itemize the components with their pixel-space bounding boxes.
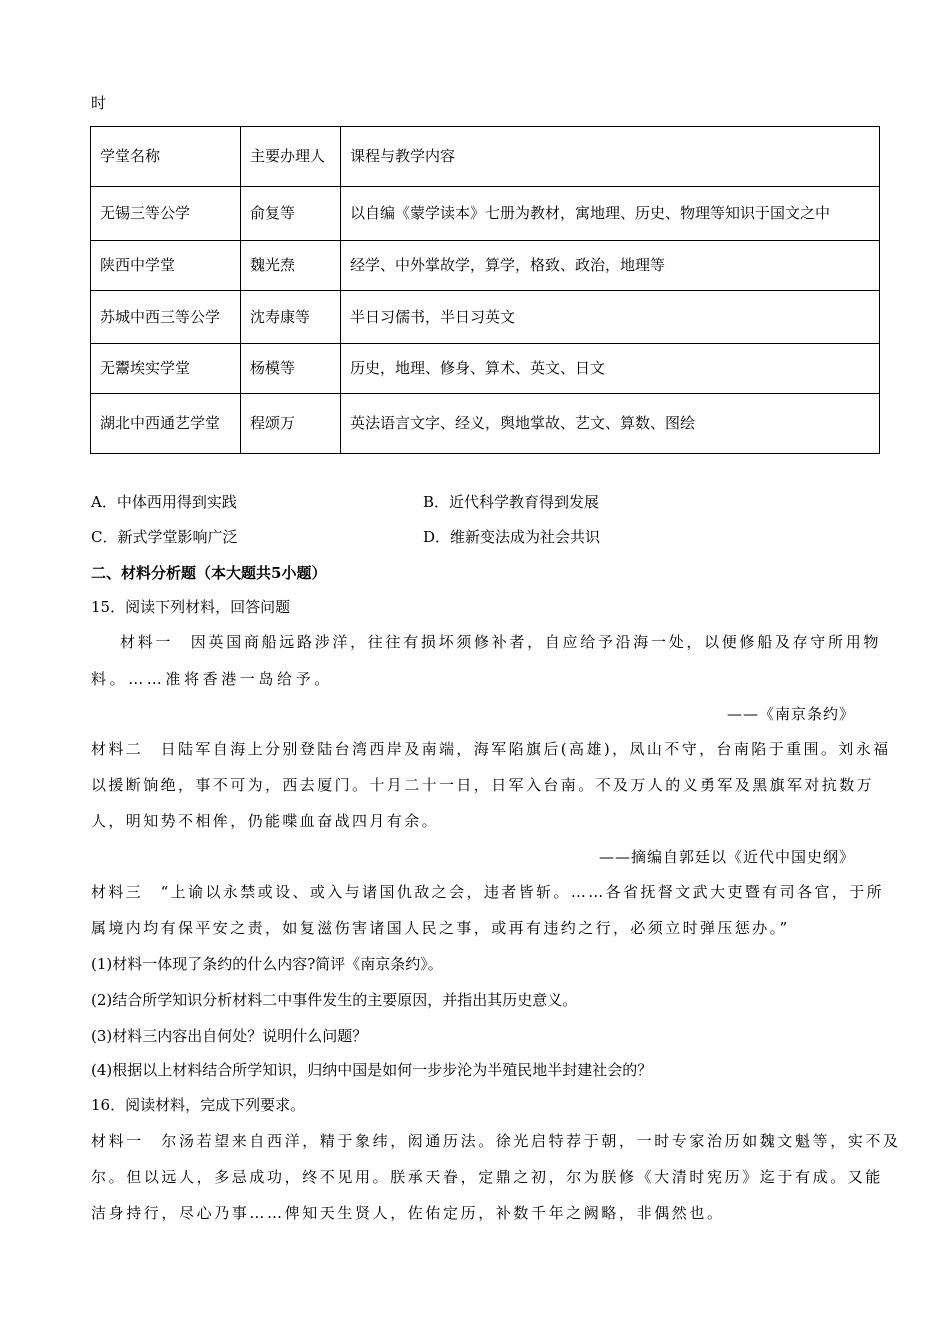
table-cell: 以自编《蒙学读本》七册为教材，寓地理、历史、物理等知识于国文之中 [341, 187, 880, 241]
q15-material3-line: 属境内均有保平安之责，如复滋伤害诸国人民之事，或再有违约之行，必须立时弹压惩办。” [91, 919, 790, 937]
school-table [90, 126, 880, 454]
table-cell: 历史，地理、修身、算术、英文、日文 [341, 344, 880, 394]
table-cell: 苏城中西三等公学 [91, 291, 241, 344]
q15-material1-source: ——《南京条约》 [726, 705, 855, 723]
table-row [91, 394, 880, 454]
q16-material1-line: 材料一 尔汤若望来自西洋，精于象纬，闳通历法。徐光启特荐于朝，一时专家治历如魏文魁等，实不及 [91, 1132, 901, 1150]
table-cell: 半日习儒书，半日习英文 [341, 291, 880, 344]
table-cell: 英法语言文字、经义，舆地掌故、艺文、算数、图绘 [341, 394, 880, 454]
q15-question-3: (3)材料三内容出自何处？说明什么问题？ [91, 1027, 368, 1045]
q15-material3-line: 材料三 “上谕以永禁或设、或入与诸国仇敌之会，违者皆斩。……各省抚督文武大吏暨有司各官，于所 [91, 883, 885, 901]
table-cell: 俞复等 [241, 187, 341, 241]
table-cell: 经学、中外掌故学，算学，格致、政治，地理等 [341, 241, 880, 291]
q15-material2-line: 材料二 日陆军自海上分别登陆台湾西岸及南端，海军陷旗后(高雄)，凤山不守，台南陷于重围。刘永福 [91, 740, 891, 758]
table-cell: 湖北中西通艺学堂 [91, 394, 241, 454]
q16-material1-line: 洁身持行，尽心乃事……俾知天生贤人，佐佑定历，补数千年之阙略，非偶然也。 [91, 1204, 725, 1222]
table-header-row [91, 127, 880, 187]
table-cell: 杨模等 [241, 344, 341, 394]
header-cell: 课程与教学内容 [341, 127, 880, 187]
q16-prompt: 16．阅读材料，完成下列要求。 [91, 1096, 306, 1114]
table-row [91, 187, 880, 241]
option-d[interactable]: D．维新变法成为社会共识 [423, 528, 601, 546]
table-cell: 无鬻埃实学堂 [91, 344, 241, 394]
q15-material2-line: 以援断饷绝，事不可为，西去厦门。十月二十一日，日军入台南。不及万人的义勇军及黑旗军对抗数万 [91, 776, 875, 794]
table-row [91, 291, 880, 344]
q16-material1-line: 尔。但以远人，多忌成功，终不见用。朕承天眷，定鼎之初，尔为朕修《大清时宪历》迄于有成。又能 [91, 1168, 884, 1186]
header-cell: 主要办理人 [241, 127, 341, 187]
q15-material1-line: 料。……准将香港一岛给予。 [91, 670, 333, 688]
option-a[interactable]: A．中体西用得到实践 [91, 493, 237, 511]
table-cell: 魏光焘 [241, 241, 341, 291]
q15-question-1: (1)材料一体现了条约的什么内容?简评《南京条约》。 [91, 955, 443, 973]
q15-material2-source: ——摘编自郭廷以《近代中国史纲》 [598, 848, 855, 866]
q15-material2-line: 人，明知势不相侔，仍能喋血奋战四月有余。 [91, 812, 440, 830]
table-cell: 无锡三等公学 [91, 187, 241, 241]
section-heading: 二、材料分析题（本大题共5小题） [91, 564, 327, 582]
table-cell: 沈寿康等 [241, 291, 341, 344]
q15-question-4: (4)根据以上材料结合所学知识，归纳中国是如何一步步沦为半殖民地半封建社会的？ [91, 1061, 653, 1079]
header-cell: 学堂名称 [91, 127, 241, 187]
option-b[interactable]: B．近代科学教育得到发展 [423, 493, 600, 511]
table-cell: 程颂万 [241, 394, 341, 454]
table-cell: 陕西中学堂 [91, 241, 241, 291]
table-row [91, 241, 880, 291]
top-fragment: 时 [91, 94, 107, 112]
table-row [91, 344, 880, 394]
q15-question-2: (2)结合所学知识分析材料二中事件发生的主要原因，并指出其历史意义。 [91, 991, 578, 1009]
option-c[interactable]: C．新式学堂影响广泛 [91, 528, 238, 546]
q15-prompt: 15．阅读下列材料，回答问题 [91, 598, 291, 616]
q15-material1-line: 材料一 因英国商船远路涉洋，往往有损坏须修补者，自应给予沿海一处，以便修船及存守所用物 [120, 633, 882, 651]
